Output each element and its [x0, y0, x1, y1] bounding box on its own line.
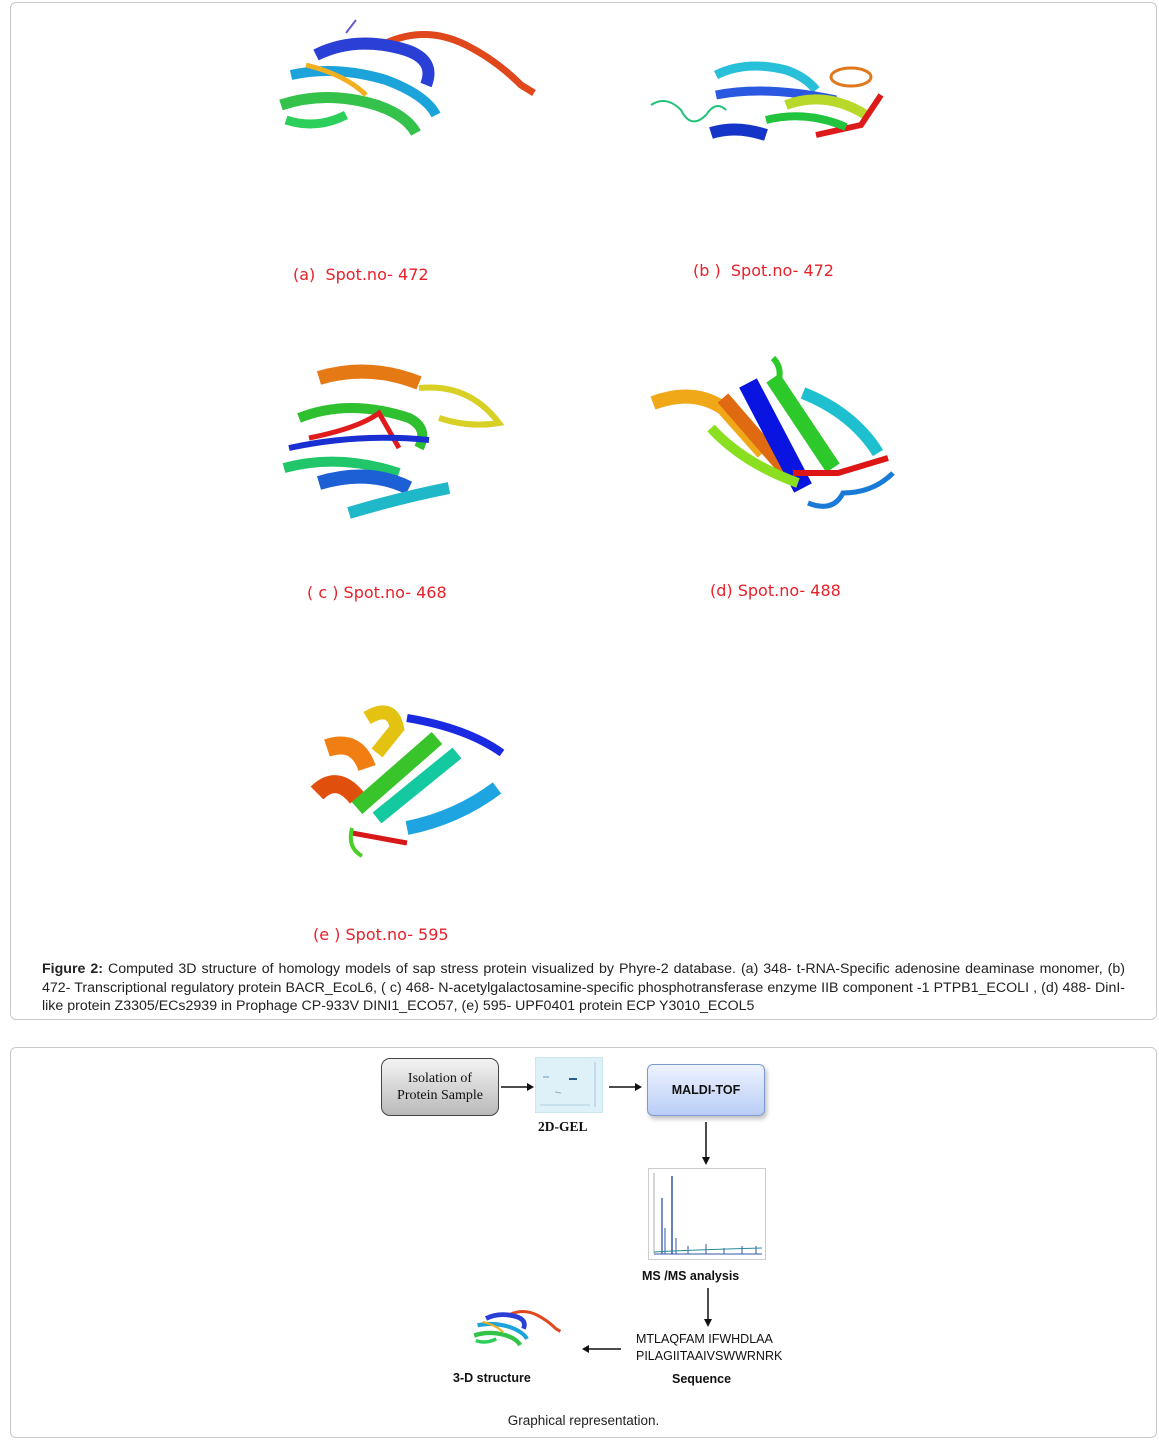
caption-prefix: Figure 2:: [42, 961, 103, 977]
sequence-text: [636, 1331, 782, 1365]
sequence-line-2: PILAGIITAAIVSWWRNRK: [636, 1349, 783, 1363]
figure-caption: [42, 960, 1125, 1016]
spot-label-d: (d) Spot.no- 488: [710, 581, 841, 600]
arrow-down-icon: [703, 1288, 713, 1328]
ms-spectrum-image: [648, 1168, 766, 1260]
isolation-line-1: Isolation of: [407, 1071, 473, 1086]
arrow-left-icon: [581, 1344, 621, 1354]
sequence-line-1: MTLAQFAM IFWHDLAA: [636, 1332, 773, 1346]
protein-structure-thumbnail: [469, 1302, 561, 1352]
maldi-tof-box: [647, 1064, 765, 1116]
isolation-box: [381, 1058, 499, 1116]
flow-caption: Graphical representation.: [507, 1413, 660, 1428]
spot-label-b: (b ) Spot.no- 472: [693, 261, 834, 280]
spot-label-c: ( c ) Spot.no- 468: [307, 583, 447, 602]
arrow-right-icon: [609, 1082, 643, 1092]
protein-structure-a: [266, 15, 536, 145]
graphical-representation-panel: [10, 1047, 1157, 1438]
arrow-down-icon: [701, 1122, 711, 1166]
gel-label: 2D-GEL: [538, 1119, 588, 1134]
protein-structure-d: [643, 353, 903, 523]
protein-structure-b: [646, 55, 896, 155]
gel-image: [535, 1057, 603, 1113]
protein-structure-c: [269, 358, 509, 538]
spot-label-e: (e ) Spot.no- 595: [313, 925, 449, 944]
figure-2-panel: [10, 2, 1157, 1020]
isolation-line-2: Protein Sample: [397, 1088, 483, 1103]
protein-structure-e: [307, 698, 507, 863]
spot-label-a: (a) Spot.no- 472: [293, 265, 429, 284]
arrow-right-icon: [501, 1082, 535, 1092]
msms-label: MS /MS analysis: [642, 1269, 740, 1283]
sequence-label: Sequence: [672, 1372, 732, 1386]
maldi-tof-label: MALDI-TOF: [671, 1083, 741, 1097]
structure-label: 3-D structure: [453, 1371, 531, 1385]
caption-text: Computed 3D structure of homology models of sap stress protein visualized by Phyre-2 database. (a) 348- t-RNA-Specific adenosine deaminase monomer, (b) 472- Transcriptional regulatory protein BACR_EcoL6, ( c) 468- N-acetylgalactosamine-specific phosphotransferase enzyme IIB component -1 PTPB1_ECOLI , (d) 488- DinI-like protein Z3305/ECs2939 in Prophage CP-933V DINI1_ECO57, (e) 595- UPF0401 protein ECP Y3010_ECOL5: [42, 961, 1125, 1014]
